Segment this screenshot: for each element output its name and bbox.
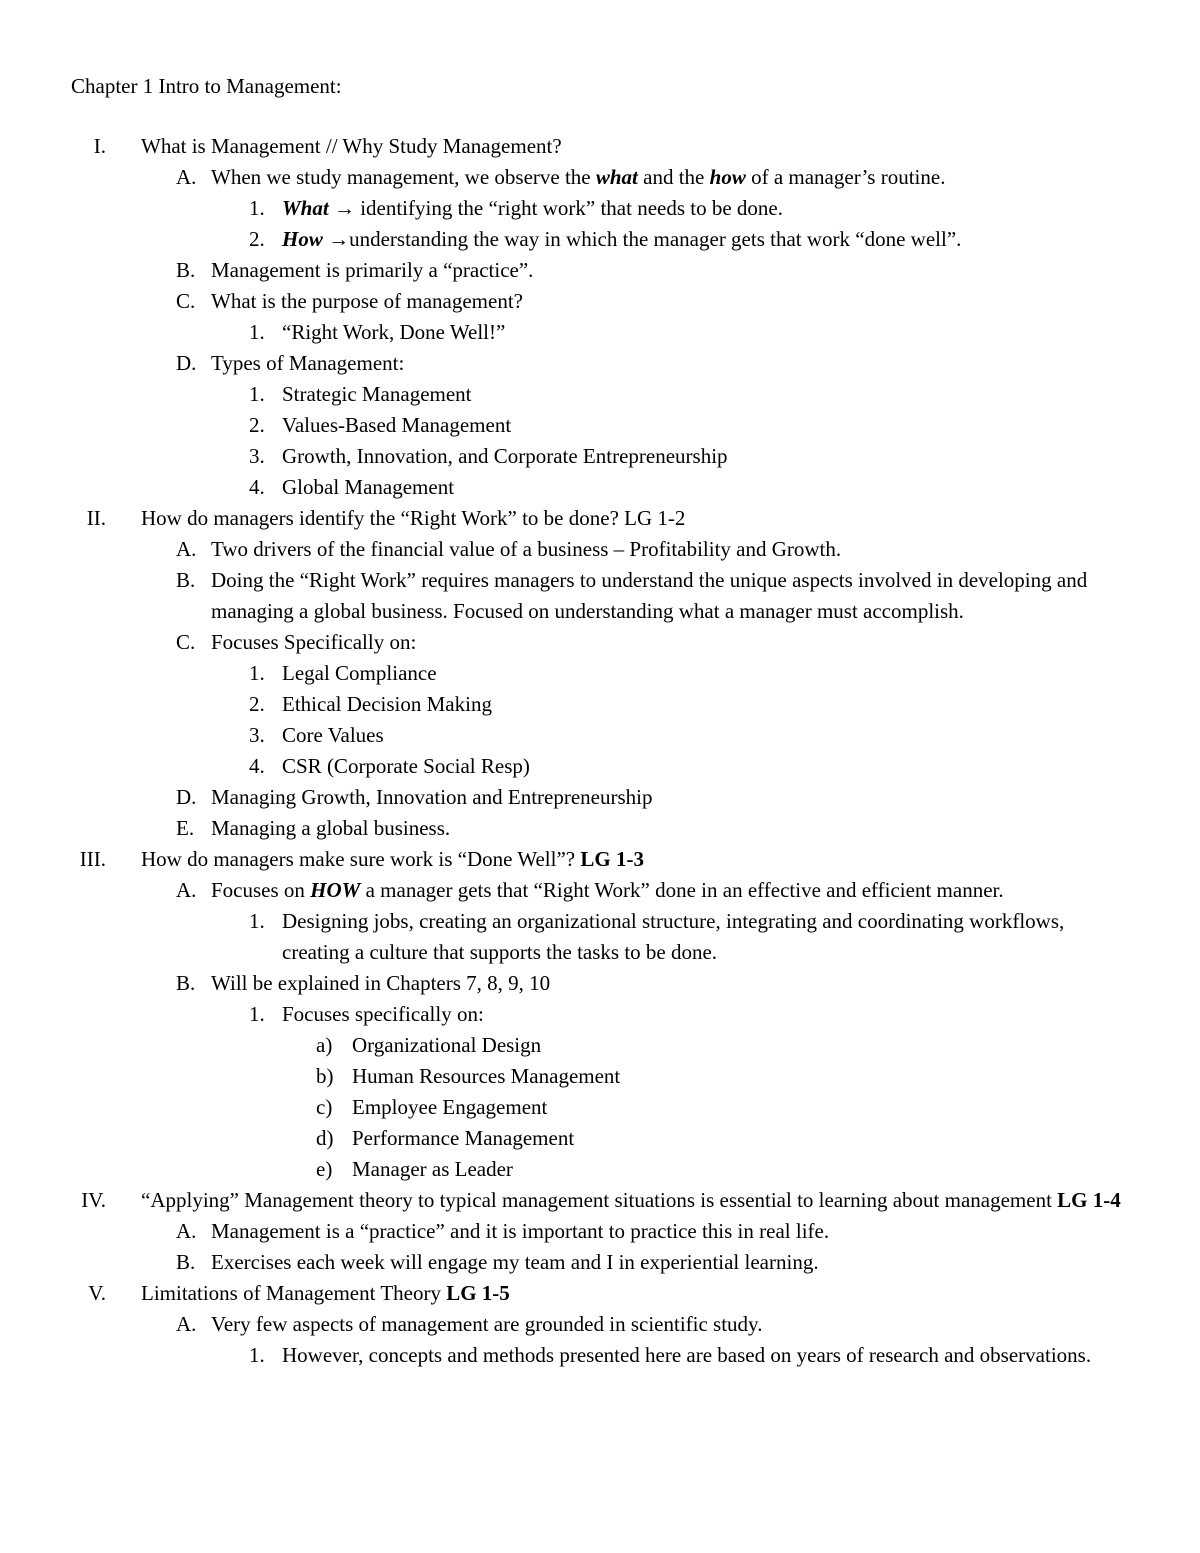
item-text: Employee Engagement bbox=[352, 1095, 548, 1119]
section-heading: Limitations of Management Theory LG 1-5 bbox=[141, 1281, 510, 1305]
item-text: Manager as Leader bbox=[352, 1157, 513, 1181]
item-text: “Right Work, Done Well!” bbox=[282, 320, 506, 344]
item-marker: 1. bbox=[249, 1002, 265, 1026]
emphasis-what: what bbox=[595, 165, 638, 189]
list-item bbox=[0, 813, 1200, 844]
list-item bbox=[0, 379, 1200, 410]
item-text: Growth, Innovation, and Corporate Entrepreneurship bbox=[282, 444, 728, 468]
section-marker: II. bbox=[86, 506, 106, 530]
list-item bbox=[0, 875, 1200, 906]
item-text: Management is primarily a “practice”. bbox=[211, 258, 534, 282]
item-marker: A. bbox=[176, 878, 197, 902]
list-item bbox=[0, 1061, 1200, 1092]
list-item bbox=[0, 317, 1200, 348]
section-2 bbox=[0, 503, 1200, 534]
list-item bbox=[0, 627, 1200, 658]
section-marker: V. bbox=[88, 1281, 106, 1305]
section-heading: “Applying” Management theory to typical management situations is essential to learning about management LG 1-4 bbox=[141, 1188, 1121, 1212]
item-text: Managing Growth, Innovation and Entrepreneurship bbox=[211, 785, 653, 809]
list-item bbox=[0, 782, 1200, 813]
item-text: How →understanding the way in which the manager gets that work “done well”. bbox=[282, 227, 962, 251]
section-1 bbox=[0, 131, 1200, 162]
item-text: Performance Management bbox=[352, 1126, 575, 1150]
list-item bbox=[0, 1340, 1200, 1371]
item-marker: 2. bbox=[249, 227, 265, 251]
section-marker: I. bbox=[93, 134, 106, 158]
outline bbox=[0, 131, 1200, 1371]
list-item bbox=[0, 906, 1200, 968]
list-item bbox=[0, 658, 1200, 689]
item-text: Strategic Management bbox=[282, 382, 472, 406]
item-text: Core Values bbox=[282, 723, 384, 747]
item-text: Very few aspects of management are grounded in scientific study. bbox=[211, 1312, 763, 1336]
item-marker: 3. bbox=[249, 444, 265, 468]
item-marker: E. bbox=[176, 816, 195, 840]
item-text: Human Resources Management bbox=[352, 1064, 621, 1088]
list-item bbox=[0, 1092, 1200, 1123]
item-text: However, concepts and methods presented here are based on years of research and observations. bbox=[282, 1343, 1092, 1367]
item-text: Focuses specifically on: bbox=[282, 1002, 484, 1026]
item-marker: B. bbox=[176, 258, 196, 282]
item-marker: c) bbox=[316, 1095, 333, 1119]
item-marker: 1. bbox=[249, 909, 265, 933]
item-text: Designing jobs, creating an organizational structure, integrating and coordinating workflows, creating a culture that supports the tasks to be done. bbox=[282, 909, 1065, 964]
item-text: What → identifying the “right work” that needs to be done. bbox=[282, 196, 783, 220]
item-marker: 1. bbox=[249, 320, 265, 344]
list-item bbox=[0, 472, 1200, 503]
list-item bbox=[0, 224, 1200, 255]
list-item bbox=[0, 720, 1200, 751]
item-text: When we study management, we observe the what and the how of a manager’s routine. bbox=[211, 165, 946, 189]
list-item bbox=[0, 1154, 1200, 1185]
list-item bbox=[0, 1216, 1200, 1247]
section-heading: What is Management // Why Study Management? bbox=[141, 134, 562, 158]
item-marker: 2. bbox=[249, 413, 265, 437]
list-item bbox=[0, 968, 1200, 999]
list-item bbox=[0, 193, 1200, 224]
list-item bbox=[0, 286, 1200, 317]
item-text: Managing a global business. bbox=[211, 816, 451, 840]
item-marker: 1. bbox=[249, 661, 265, 685]
item-marker: 1. bbox=[249, 1343, 265, 1367]
list-item bbox=[0, 689, 1200, 720]
list-item bbox=[0, 410, 1200, 441]
list-item bbox=[0, 999, 1200, 1030]
list-item bbox=[0, 1309, 1200, 1340]
item-marker: A. bbox=[176, 165, 197, 189]
list-item bbox=[0, 441, 1200, 472]
page-title: Chapter 1 Intro to Management: bbox=[71, 74, 342, 98]
item-text: Global Management bbox=[282, 475, 455, 499]
item-text: Two drivers of the financial value of a business – Profitability and Growth. bbox=[211, 537, 842, 561]
item-marker: 4. bbox=[249, 754, 265, 778]
section-marker: III. bbox=[79, 847, 106, 871]
list-item bbox=[0, 534, 1200, 565]
item-text: Legal Compliance bbox=[282, 661, 437, 685]
item-text: CSR (Corporate Social Resp) bbox=[282, 754, 530, 778]
section-marker: IV. bbox=[81, 1188, 106, 1212]
section-5 bbox=[0, 1278, 1200, 1309]
section-heading: How do managers identify the “Right Work” to be done? LG 1-2 bbox=[141, 506, 686, 530]
item-marker: C. bbox=[176, 289, 196, 313]
item-marker: 3. bbox=[249, 723, 265, 747]
item-marker: a) bbox=[316, 1033, 333, 1057]
section-heading: How do managers make sure work is “Done Well”? LG 1-3 bbox=[141, 847, 644, 871]
list-item bbox=[0, 751, 1200, 782]
learning-goal-label: LG 1-5 bbox=[446, 1281, 510, 1305]
item-text: Management is a “practice” and it is important to practice this in real life. bbox=[211, 1219, 830, 1243]
item-text: Values-Based Management bbox=[282, 413, 512, 437]
item-marker: B. bbox=[176, 568, 196, 592]
item-text: Exercises each week will engage my team and I in experiential learning. bbox=[211, 1250, 819, 1274]
list-item bbox=[0, 565, 1200, 627]
item-marker: d) bbox=[316, 1126, 334, 1150]
section-3 bbox=[0, 844, 1200, 875]
item-marker: 1. bbox=[249, 382, 265, 406]
item-text: Focuses Specifically on: bbox=[211, 630, 417, 654]
list-item bbox=[0, 1123, 1200, 1154]
item-marker: 4. bbox=[249, 475, 265, 499]
list-item bbox=[0, 1030, 1200, 1061]
item-text: Organizational Design bbox=[352, 1033, 542, 1057]
list-item bbox=[0, 255, 1200, 286]
item-text: Focuses on HOW a manager gets that “Right Work” done in an effective and efficient manner. bbox=[211, 878, 1004, 902]
item-marker: b) bbox=[316, 1064, 334, 1088]
list-item bbox=[0, 162, 1200, 193]
item-marker: A. bbox=[176, 1219, 197, 1243]
item-marker: D. bbox=[176, 785, 197, 809]
section-4 bbox=[0, 1185, 1200, 1216]
learning-goal-label: LG 1-3 bbox=[580, 847, 644, 871]
item-marker: A. bbox=[176, 537, 197, 561]
learning-goal-label: LG 1-4 bbox=[1057, 1188, 1121, 1212]
emphasis-how: how bbox=[709, 165, 746, 189]
item-text: Types of Management: bbox=[211, 351, 405, 375]
list-item bbox=[0, 1247, 1200, 1278]
item-marker: e) bbox=[316, 1157, 333, 1181]
item-marker: B. bbox=[176, 1250, 196, 1274]
item-marker: B. bbox=[176, 971, 196, 995]
item-text: Will be explained in Chapters 7, 8, 9, 10 bbox=[211, 971, 551, 995]
item-marker: 2. bbox=[249, 692, 265, 716]
emphasis-how: HOW bbox=[310, 878, 361, 902]
item-text: Doing the “Right Work” requires managers to understand the unique aspects involved in developing and managing a global business. Focused on understanding what a manager must accomplish. bbox=[211, 568, 1088, 623]
item-text: Ethical Decision Making bbox=[282, 692, 492, 716]
item-marker: C. bbox=[176, 630, 196, 654]
item-marker: D. bbox=[176, 351, 197, 375]
item-text: What is the purpose of management? bbox=[211, 289, 523, 313]
list-item bbox=[0, 348, 1200, 379]
item-marker: 1. bbox=[249, 196, 265, 220]
item-marker: A. bbox=[176, 1312, 197, 1336]
